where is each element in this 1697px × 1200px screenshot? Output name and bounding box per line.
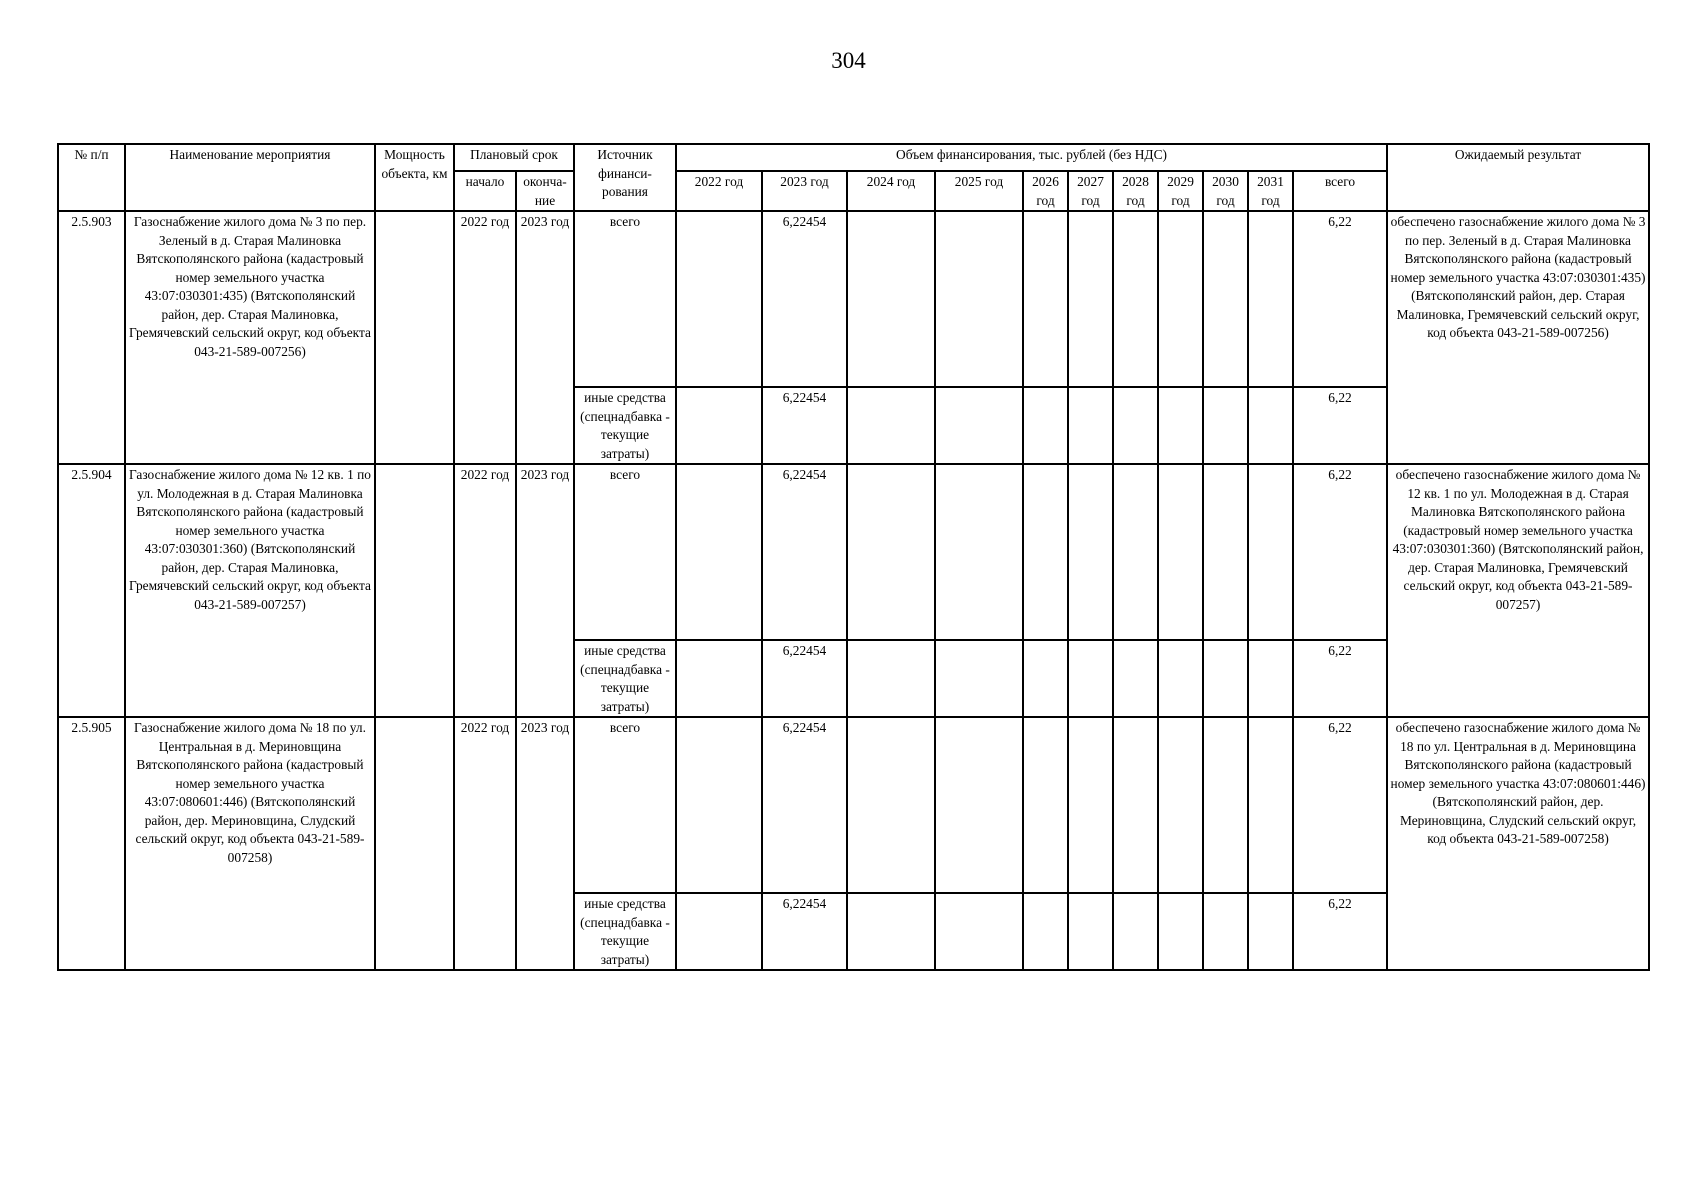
header-result: Ожидаемый результат: [1387, 144, 1649, 211]
row-name: Газоснабжение жилого дома № 3 по пер. Зеленый в д. Старая Малиновка Вятскополянского района (кадастровый номер земельного участка 43:07:030301:435) (Вятскополянский район, дер. Старая Малиновка, Гремячевский сельский округ, код объекта 043-21-589-007256): [125, 211, 375, 464]
value-2024: [847, 893, 935, 970]
value-2025: [935, 640, 1023, 717]
value-2031: [1248, 464, 1293, 640]
value-2028: [1113, 387, 1158, 464]
value-2024: [847, 717, 935, 893]
value-2026: [1023, 211, 1068, 387]
value-2027: [1068, 387, 1113, 464]
value-2030: [1203, 387, 1248, 464]
header-name: Наименование мероприятия: [125, 144, 375, 211]
value-2030: [1203, 893, 1248, 970]
value-total: 6,22: [1293, 464, 1387, 640]
value-2025: [935, 387, 1023, 464]
value-2024: [847, 211, 935, 387]
header-volume: Объем финансирования, тыс. рублей (без НДС): [676, 144, 1387, 171]
header-year-2022: 2022 год: [676, 171, 762, 211]
row-result: обеспечено газоснабжение жилого дома № 3 по пер. Зеленый в д. Старая Малиновка Вятскополянского района (кадастровый номер земельного участка 43:07:030301:435) (Вятскополянский район, дер. Старая Малиновка, Гремячевский сельский округ, код объекта 043-21-589-007256): [1387, 211, 1649, 464]
value-2028: [1113, 640, 1158, 717]
value-2022: [676, 717, 762, 893]
value-2028: [1113, 893, 1158, 970]
row-end: 2023 год: [516, 717, 574, 970]
value-2022: [676, 464, 762, 640]
value-2022: [676, 893, 762, 970]
value-2031: [1248, 387, 1293, 464]
row-start: 2022 год: [454, 717, 516, 970]
header-year-2031: 2031 год: [1248, 171, 1293, 211]
row-result: обеспечено газоснабжение жилого дома № 18 по ул. Центральная в д. Мериновщина Вятскополянского района (кадастровый номер земельного участка 43:07:080601:446) (Вятскополянский район, дер. Мериновщина, Слудский сельский округ, код объекта 043-21-589-007258): [1387, 717, 1649, 970]
table-row: [58, 717, 1649, 893]
page-number: 304: [831, 48, 866, 73]
header-year-2023: 2023 год: [762, 171, 847, 211]
header-year-2024: 2024 год: [847, 171, 935, 211]
header-term: Плановый срок: [454, 144, 574, 171]
value-2026: [1023, 640, 1068, 717]
table-row: [58, 464, 1649, 640]
row-start: 2022 год: [454, 211, 516, 464]
value-total: 6,22: [1293, 211, 1387, 387]
value-2022: [676, 640, 762, 717]
row-result: обеспечено газоснабжение жилого дома № 12 кв. 1 по ул. Молодежная в д. Старая Малиновка Вятскополянского района (кадастровый номер земельного участка 43:07:030301:360) (Вятскополянский район, дер. Старая Малиновка, Гремячевский сельский округ, код объекта 043-21-589-007257): [1387, 464, 1649, 717]
value-2026: [1023, 717, 1068, 893]
header-power: Мощность объекта, км: [375, 144, 454, 211]
value-2029: [1158, 387, 1203, 464]
value-2027: [1068, 640, 1113, 717]
value-total: 6,22: [1293, 640, 1387, 717]
header-row-top: [58, 144, 1649, 171]
source-label: всего: [574, 717, 676, 893]
value-2031: [1248, 640, 1293, 717]
value-2029: [1158, 464, 1203, 640]
header-year-2027: 2027 год: [1068, 171, 1113, 211]
header-source: Источник финанси-рования: [574, 144, 676, 211]
value-2024: [847, 640, 935, 717]
row-power: [375, 211, 454, 464]
row-name: Газоснабжение жилого дома № 18 по ул. Центральная в д. Мериновщина Вятскополянского района (кадастровый номер земельного участка 43:07:080601:446) (Вятскополянский район, дер. Мериновщина, Слудский сельский округ, код объекта 043-21-589-007258): [125, 717, 375, 970]
value-2030: [1203, 640, 1248, 717]
value-2030: [1203, 464, 1248, 640]
value-total: 6,22: [1293, 717, 1387, 893]
value-2027: [1068, 464, 1113, 640]
value-2030: [1203, 717, 1248, 893]
value-2023: 6,22454: [762, 464, 847, 640]
value-2028: [1113, 211, 1158, 387]
value-2029: [1158, 717, 1203, 893]
value-2026: [1023, 387, 1068, 464]
row-name: Газоснабжение жилого дома № 12 кв. 1 по ул. Молодежная в д. Старая Малиновка Вятскополянского района (кадастровый номер земельного участка 43:07:030301:360) (Вятскополянский район, дер. Старая Малиновка, Гремячевский сельский округ, код объекта 043-21-589-007257): [125, 464, 375, 717]
row-start: 2022 год: [454, 464, 516, 717]
value-2023: 6,22454: [762, 387, 847, 464]
value-2023: 6,22454: [762, 211, 847, 387]
value-2027: [1068, 211, 1113, 387]
value-total: 6,22: [1293, 893, 1387, 970]
value-2024: [847, 464, 935, 640]
value-2025: [935, 893, 1023, 970]
header-year-2026: 2026 год: [1023, 171, 1068, 211]
header-term-start: начало: [454, 171, 516, 211]
value-2031: [1248, 717, 1293, 893]
value-2031: [1248, 893, 1293, 970]
value-2025: [935, 717, 1023, 893]
row-power: [375, 717, 454, 970]
value-2025: [935, 464, 1023, 640]
source-label: иные средства (спецнадбавка - текущие затраты): [574, 893, 676, 970]
value-2022: [676, 211, 762, 387]
row-num: 2.5.903: [58, 211, 125, 464]
row-end: 2023 год: [516, 464, 574, 717]
row-power: [375, 464, 454, 717]
header-year-2025: 2025 год: [935, 171, 1023, 211]
source-label: всего: [574, 464, 676, 640]
value-2023: 6,22454: [762, 717, 847, 893]
header-year-2029: 2029 год: [1158, 171, 1203, 211]
value-2022: [676, 387, 762, 464]
header-year-2030: 2030 год: [1203, 171, 1248, 211]
row-num: 2.5.904: [58, 464, 125, 717]
source-label: иные средства (спецнадбавка - текущие затраты): [574, 640, 676, 717]
value-2025: [935, 211, 1023, 387]
value-2029: [1158, 893, 1203, 970]
source-label: иные средства (спецнадбавка - текущие затраты): [574, 387, 676, 464]
financing-table: [57, 143, 1650, 971]
value-2029: [1158, 640, 1203, 717]
header-num: № п/п: [58, 144, 125, 211]
value-2026: [1023, 464, 1068, 640]
source-label: всего: [574, 211, 676, 387]
value-total: 6,22: [1293, 387, 1387, 464]
value-2024: [847, 387, 935, 464]
row-end: 2023 год: [516, 211, 574, 464]
value-2027: [1068, 717, 1113, 893]
value-2030: [1203, 211, 1248, 387]
value-2029: [1158, 211, 1203, 387]
value-2031: [1248, 211, 1293, 387]
value-2026: [1023, 893, 1068, 970]
value-2028: [1113, 464, 1158, 640]
value-2023: 6,22454: [762, 640, 847, 717]
value-2023: 6,22454: [762, 893, 847, 970]
value-2028: [1113, 717, 1158, 893]
value-2027: [1068, 893, 1113, 970]
header-year-2028: 2028 год: [1113, 171, 1158, 211]
header-total: всего: [1293, 171, 1387, 211]
row-num: 2.5.905: [58, 717, 125, 970]
header-term-end: оконча-ние: [516, 171, 574, 211]
table-row: [58, 211, 1649, 387]
